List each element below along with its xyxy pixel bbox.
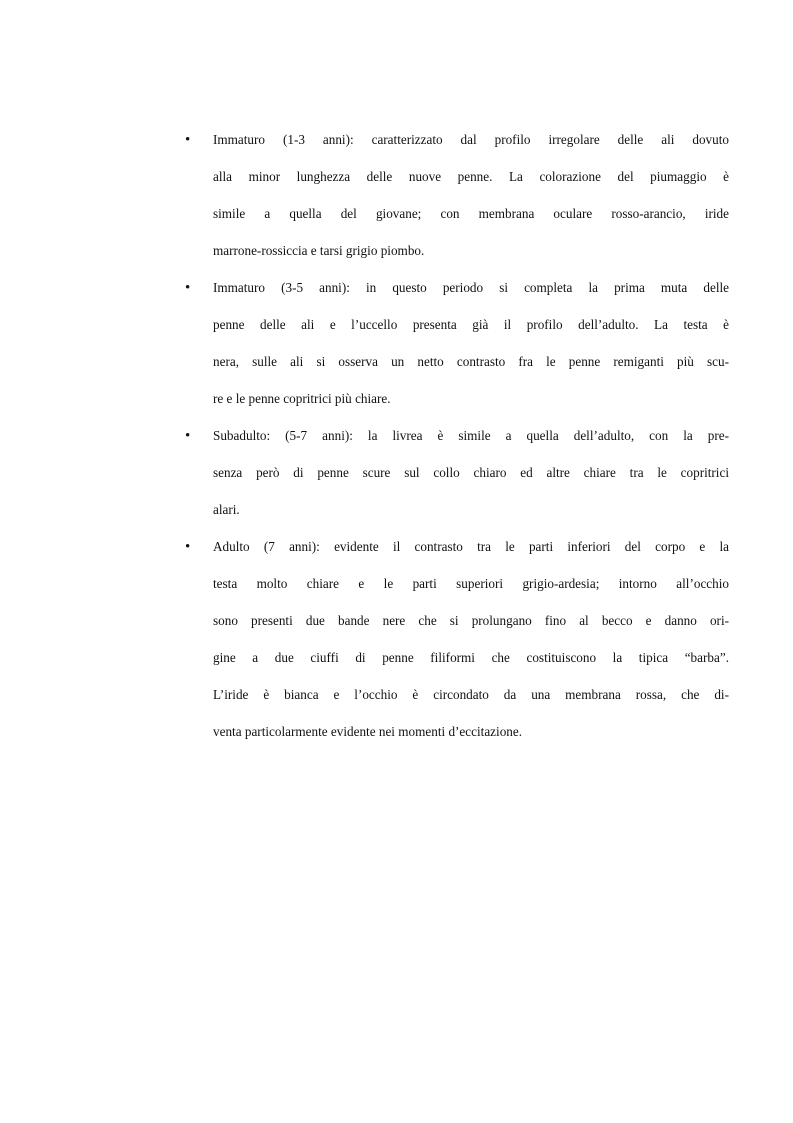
text-line: marrone-rossiccia e tarsi grigio piombo. (213, 243, 425, 258)
text-line: penne delle ali e l’uccello presenta già il profilo dell’adulto. La testa è (213, 317, 729, 332)
bullet-list (185, 128, 729, 757)
text-line: gine a due ciuffi di penne filiformi che costituiscono la tipica “barba”. (213, 650, 729, 665)
text-line: testa molto chiare e le parti superiori grigio-ardesia; intorno all’occhio (213, 576, 729, 591)
bullet-icon: • (185, 280, 191, 296)
text-line: Immaturo (1-3 anni): caratterizzato dal profilo irregolare delle ali dovuto (213, 132, 729, 147)
list-item-subadulto (185, 424, 729, 535)
list-item-adulto (185, 535, 729, 757)
text-line: nera, sulle ali si osserva un netto contrasto fra le penne remiganti più scu- (213, 354, 729, 369)
list-item-immaturo-1-3 (185, 128, 729, 276)
list-item-immaturo-3-5 (185, 276, 729, 424)
text-line: L’iride è bianca e l’occhio è circondato da una membrana rossa, che di- (213, 687, 729, 702)
text-line: Subadulto: (5-7 anni): la livrea è simile a quella dell’adulto, con la pre- (213, 428, 729, 443)
text-line: alari. (213, 502, 240, 517)
bullet-icon: • (185, 539, 191, 555)
bullet-icon: • (185, 428, 191, 444)
text-line: alla minor lunghezza delle nuove penne. La colorazione del piumaggio è (213, 169, 729, 184)
text-line: re e le penne copritrici più chiare. (213, 391, 391, 406)
bullet-icon: • (185, 132, 191, 148)
text-line: Immaturo (3-5 anni): in questo periodo si completa la prima muta delle (213, 280, 729, 295)
text-line: simile a quella del giovane; con membrana oculare rosso-arancio, iride (213, 206, 729, 221)
text-line: venta particolarmente evidente nei momenti d’eccitazione. (213, 724, 523, 739)
text-line: sono presenti due bande nere che si prolungano fino al becco e danno ori- (213, 613, 729, 628)
text-line: Adulto (7 anni): evidente il contrasto tra le parti inferiori del corpo e la (213, 539, 729, 554)
text-line: senza però di penne scure sul collo chiaro ed altre chiare tra le copritrici (213, 465, 729, 480)
